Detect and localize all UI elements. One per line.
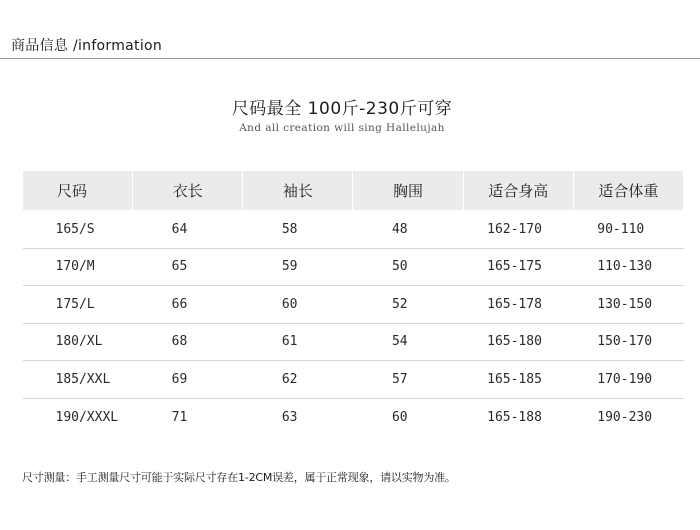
chest-cell: 52	[353, 286, 463, 324]
chest-cell: 48	[353, 211, 463, 249]
sleeve-cell: 61	[243, 323, 353, 361]
chest-header: 胸围	[353, 171, 463, 211]
size-cell: 175/L	[23, 286, 133, 324]
length-cell: 69	[133, 361, 243, 399]
size-cell: 180/XL	[23, 323, 133, 361]
table-header-row	[23, 171, 684, 211]
table-row	[23, 323, 684, 361]
page-subtitle: And all creation will sing Hallelujah	[239, 122, 445, 134]
chest-cell: 60	[391, 409, 408, 425]
sleeve-header: 袖长	[243, 171, 353, 211]
size-chart-table	[22, 170, 684, 436]
weight-cell: 90-110	[573, 211, 683, 249]
header-divider	[0, 58, 700, 59]
size-cell: 170/M	[23, 248, 133, 286]
page-title: 尺码最全 100斤-230斤可穿	[231, 99, 453, 119]
table-row	[23, 211, 684, 249]
sleeve-cell: 60	[243, 286, 353, 324]
chest-cell: 50	[353, 248, 463, 286]
height-cell: 165-188	[487, 409, 542, 425]
height-cell: 165-180	[463, 323, 573, 361]
sleeve-cell: 58	[243, 211, 353, 249]
measurement-note: 尺寸测量：手工测量尺寸可能于实际尺寸存在1-2CM误差，属于正常现象，请以实物为准。	[22, 471, 456, 484]
weight-cell: 170-190	[573, 361, 683, 399]
table-body	[23, 211, 684, 436]
height-header: 适合身高	[463, 171, 573, 211]
chest-cell: 57	[353, 361, 463, 399]
height-cell: 165-185	[463, 361, 573, 399]
height-cell: 162-170	[463, 211, 573, 249]
weight-cell: 130-150	[573, 286, 683, 324]
length-cell: 64	[133, 211, 243, 249]
height-cell: 165-178	[463, 286, 573, 324]
length-cell: 66	[133, 286, 243, 324]
table-header	[23, 171, 684, 211]
length-header: 衣长	[133, 171, 243, 211]
table-row	[23, 398, 684, 436]
weight-cell: 110-130	[573, 248, 683, 286]
size-cell: 165/S	[23, 211, 133, 249]
size-header: 尺码	[23, 171, 133, 211]
header-title: 商品信息 /information	[11, 38, 163, 54]
weight-cell: 190-230	[597, 409, 653, 425]
table-row	[23, 248, 684, 286]
sleeve-cell: 62	[243, 361, 353, 399]
height-cell: 165-175	[463, 248, 573, 286]
chest-cell: 54	[353, 323, 463, 361]
length-cell: 65	[133, 248, 243, 286]
sleeve-cell: 63	[281, 409, 298, 425]
length-cell: 68	[133, 323, 243, 361]
table-row	[23, 286, 684, 324]
sleeve-cell: 59	[243, 248, 353, 286]
header	[0, 0, 700, 60]
table-row	[23, 361, 684, 399]
size-cell: 185/XXL	[23, 361, 133, 399]
weight-header: 适合体重	[573, 171, 683, 211]
weight-cell: 150-170	[573, 323, 683, 361]
size-cell: 190/XXXL	[55, 409, 119, 425]
length-cell: 71	[171, 409, 188, 425]
